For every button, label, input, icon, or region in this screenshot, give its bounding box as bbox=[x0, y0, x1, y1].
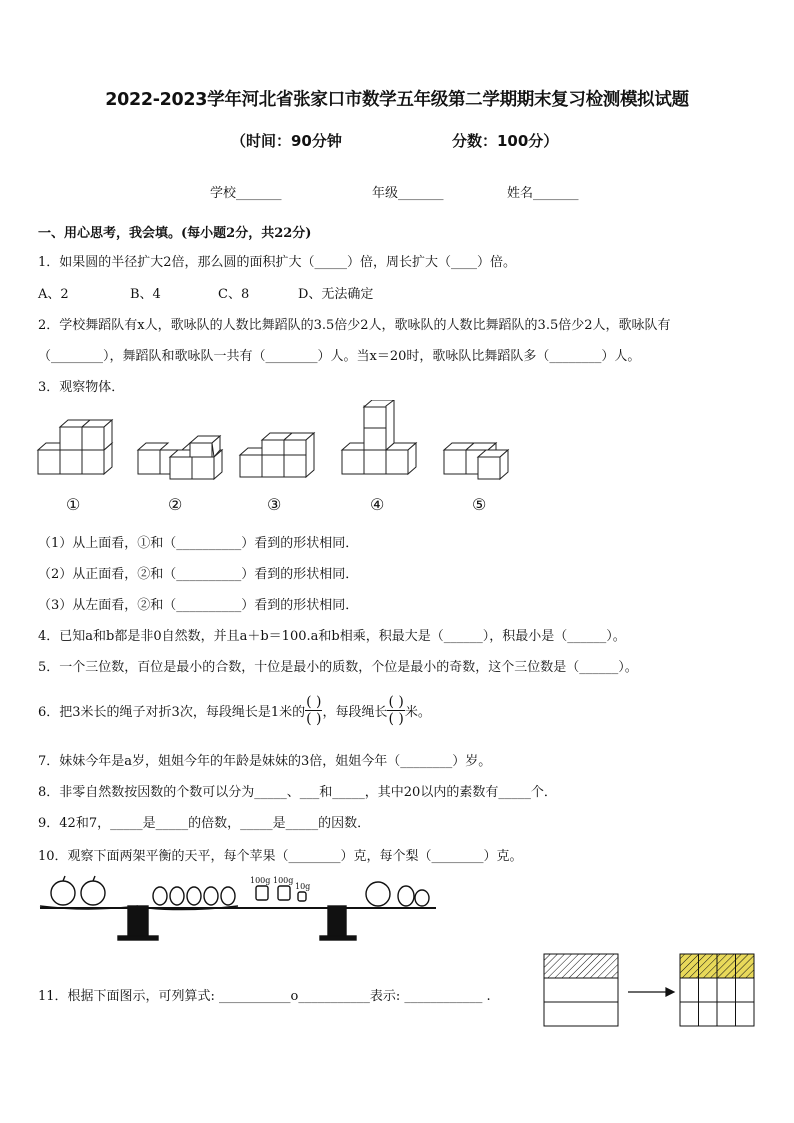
name-field[interactable]: 姓名_______ bbox=[507, 186, 579, 201]
q1-option-a: A、2 bbox=[38, 287, 69, 302]
q6-fraction-1 bbox=[305, 694, 322, 727]
cube-figures bbox=[30, 400, 530, 490]
figure-5 bbox=[444, 443, 508, 479]
figure-4 bbox=[342, 400, 416, 474]
question-6 bbox=[38, 690, 431, 730]
q6-text-b: ，每段绳长 bbox=[322, 704, 388, 720]
figure-3 bbox=[240, 433, 314, 477]
q6-text-c: 米。 bbox=[404, 704, 431, 720]
q1-option-d: D、无法确定 bbox=[298, 287, 374, 302]
section-heading: 一、用心思考，我会填。(每小题2分，共22分) bbox=[38, 226, 312, 241]
weight-label-1: 100g bbox=[250, 876, 271, 885]
balance-scale-2 bbox=[238, 882, 436, 940]
figure-label-1: ① bbox=[66, 495, 81, 514]
q1-option-c: C、8 bbox=[218, 287, 250, 302]
question-3-3: （3）从左面看，②和（__________）看到的形状相同． bbox=[38, 598, 359, 613]
q6-fraction-2 bbox=[387, 694, 404, 727]
balance-scale-1 bbox=[40, 876, 238, 940]
question-7: 7．妹妹今年是a岁，姐姐今年的年龄是妹妹的3倍，姐姐今年（________）岁。 bbox=[38, 754, 492, 769]
school-field[interactable]: 学校_______ bbox=[210, 186, 282, 201]
question-9: 9．42和7，_____是_____的倍数，_____是_____的因数． bbox=[38, 816, 371, 831]
figure-label-3: ③ bbox=[267, 495, 282, 514]
grade-field[interactable]: 年级_______ bbox=[372, 186, 444, 201]
question-2-line2: （________），舞蹈队和歌咏队一共有（________）人。当x＝20时，歌咏队比舞蹈队多（________）人。 bbox=[38, 349, 641, 364]
question-5: 5．一个三位数，百位是最小的合数，十位是最小的质数，个位是最小的奇数，这个三位数是（______）。 bbox=[38, 660, 638, 675]
fraction-denominator: ( ) bbox=[388, 710, 404, 727]
question-8: 8．非零自然数按因数的个数可以分为_____、___和_____，其中20以内的素数有_____个． bbox=[38, 785, 557, 800]
fraction-denominator: ( ) bbox=[306, 710, 322, 727]
figure-label-2: ② bbox=[168, 495, 183, 514]
weight-label-3: 10g bbox=[295, 882, 311, 891]
fraction-numerator: ( ) bbox=[388, 693, 404, 710]
q1-option-b: B、4 bbox=[130, 287, 161, 302]
fraction-diagrams bbox=[540, 950, 760, 1032]
fraction-numerator: ( ) bbox=[306, 693, 322, 710]
figure-2 bbox=[138, 436, 222, 479]
figure-label-4: ④ bbox=[370, 495, 385, 514]
balance-scales bbox=[38, 866, 438, 946]
fraction-diagram-right bbox=[680, 954, 754, 1026]
arrow-icon bbox=[628, 988, 674, 996]
question-3-2: （2）从正面看，②和（__________）看到的形状相同． bbox=[38, 567, 359, 582]
figure-1 bbox=[38, 420, 112, 474]
question-3: 3．观察物体． bbox=[38, 380, 125, 395]
question-4: 4．已知a和b都是非0自然数，并且a＋b＝100.a和b相乘，积最大是（______），积最小是（______）。 bbox=[38, 629, 626, 644]
exam-time: （时间：90分钟 bbox=[231, 132, 342, 150]
question-2-line1: 2．学校舞蹈队有x人，歌咏队的人数比舞蹈队的3.5倍少2人，歌咏队的人数比舞蹈队的3.5倍少2人，歌咏队有 bbox=[38, 318, 671, 333]
question-11: 11．根据下面图示，可列算式: ___________o___________表示: ____________ . bbox=[38, 989, 491, 1004]
question-10: 10．观察下面两架平衡的天平，每个苹果（________）克，每个梨（________）克。 bbox=[38, 849, 523, 864]
page-title: 2022-2023学年河北省张家口市数学五年级第二学期期末复习检测模拟试题 bbox=[105, 90, 689, 110]
question-1: 1．如果圆的半径扩大2倍，那么圆的面积扩大（_____）倍，周长扩大（____）倍。 bbox=[38, 255, 517, 270]
question-3-1: （1）从上面看，①和（__________）看到的形状相同． bbox=[38, 536, 359, 551]
weight-label-2: 100g bbox=[273, 876, 294, 885]
exam-score: 分数：100分） bbox=[452, 132, 559, 150]
figure-label-5: ⑤ bbox=[472, 495, 487, 514]
q6-text-a: 6．把3米长的绳子对折3次，每段绳长是1米的 bbox=[38, 704, 306, 720]
fraction-diagram-left bbox=[544, 954, 618, 1026]
